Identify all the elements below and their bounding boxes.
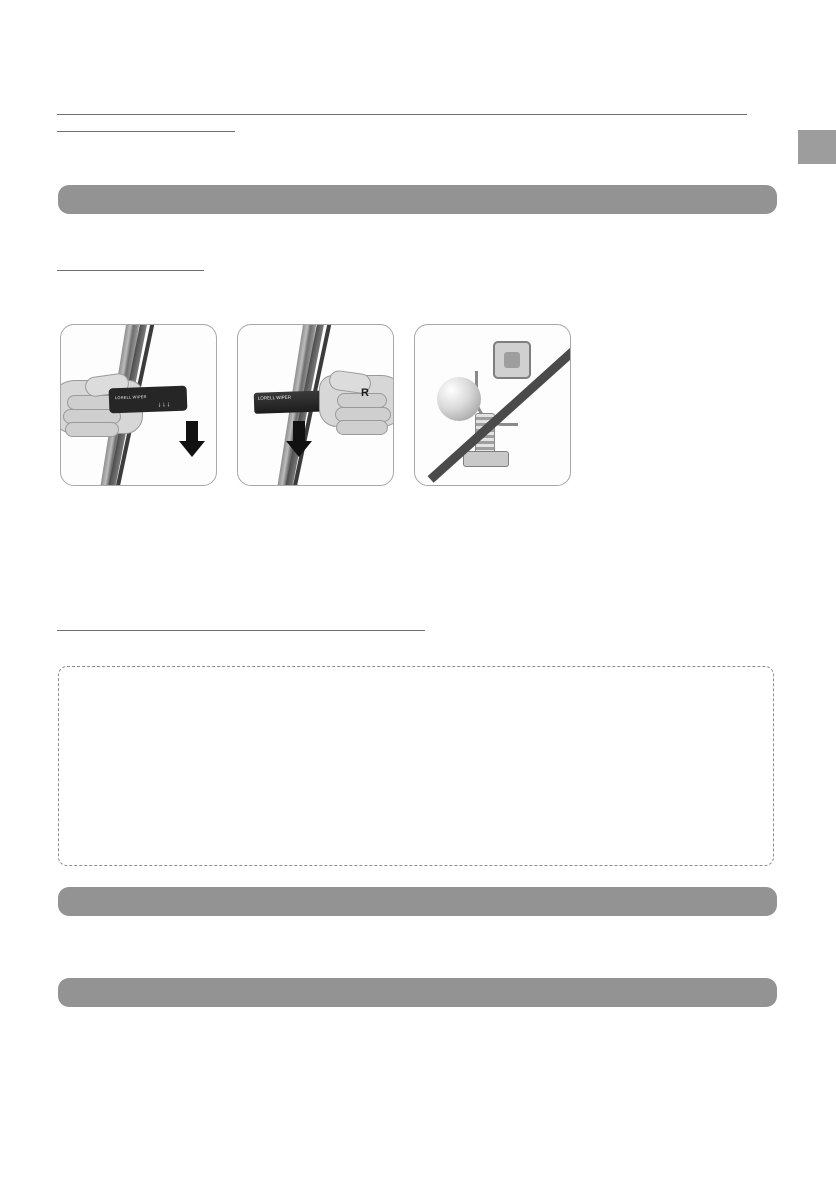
heading-rule-installation-steps: [57, 270, 204, 271]
note-box: [58, 666, 774, 866]
figure-clip-seated-on-blade: [237, 324, 394, 486]
figure-row: [60, 324, 571, 486]
clip-marker-label: R: [361, 387, 369, 399]
clip-tick-marks: ↓↓↓: [157, 401, 172, 409]
header-rule: [57, 114, 747, 115]
section-bar-bottom: [58, 978, 777, 1007]
finger-icon: [65, 422, 119, 437]
heading-rule-notes: [57, 630, 425, 631]
figure-prohibited-washer-connection: [414, 324, 571, 486]
page-edge-tab: [798, 130, 836, 164]
clip-text-left: LORELL WIPER: [257, 394, 292, 401]
nozzle-icon: [463, 451, 509, 467]
header-subrule: [57, 131, 235, 132]
wiper-clip-icon: [109, 386, 188, 414]
finger-icon: [336, 420, 388, 435]
section-bar-middle: [58, 887, 777, 916]
clip-label-text: LORELL WIPER: [114, 394, 147, 401]
figure-slide-clip-onto-blade: [60, 324, 217, 486]
section-bar-top: [58, 185, 777, 214]
